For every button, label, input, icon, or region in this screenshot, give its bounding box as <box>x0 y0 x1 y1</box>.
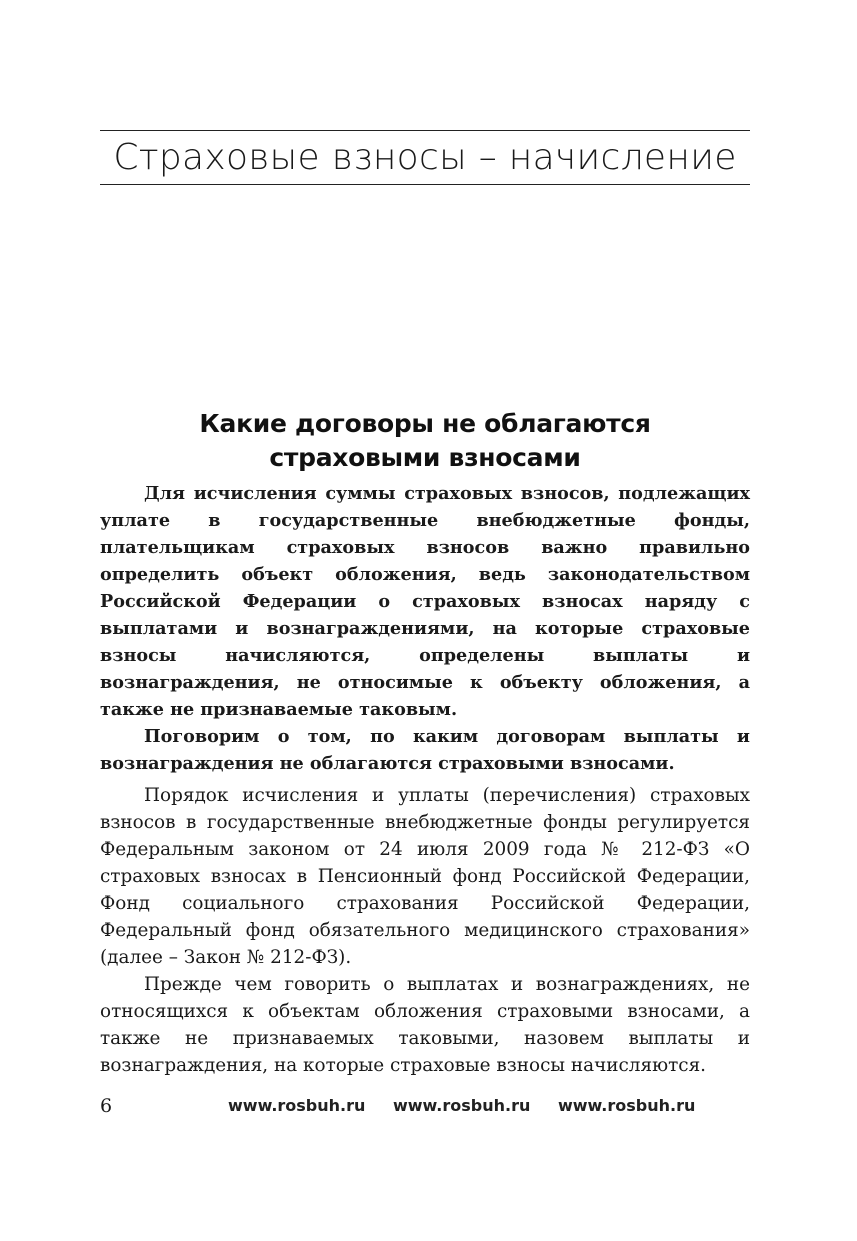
body-text <box>100 782 750 1079</box>
section-heading-line-2: страховыми взносами <box>269 443 581 472</box>
body-paragraph: Прежде чем говорить о выплатах и вознаграждениях, не относящихся к объектам обложения страховыми взносами, а также не признаваемых таковыми, назовем выплаты и вознаграждения, на которые страховые взносы начисляются. <box>100 974 750 1076</box>
footer-links <box>228 1095 695 1117</box>
section-heading-line-1: Какие договоры не облагаются <box>199 409 651 438</box>
body-paragraph: Порядок исчисления и уплаты (перечисления) страховых взносов в государственные внебюджетные фонды регулируется Федеральным законом от 24 июля 2009 года № 212-ФЗ «О страховых взносах в Пенсионный фонд Российской Федерации, Фонд социального страхования Российской Федерации, Федеральный фонд обязательного медицинского страхования» (далее – Закон № 212-ФЗ). <box>100 785 750 968</box>
chapter-bottom-rule <box>100 184 750 185</box>
chapter-title: Страховые взносы – начисление <box>113 137 737 178</box>
footer-link[interactable]: www.rosbuh.ru <box>228 1096 366 1115</box>
page-number: 6 <box>100 1095 113 1117</box>
intro-paragraph: Для исчисления суммы страховых взносов, подлежащих уплате в государственные внебюджетные фонды, плательщикам страховых взносов важно правильно определить объект обложения, ведь законодательством Российской Федерации о страховых взносах наряду с выплатами и вознаграждениями, на которые страховые взносы начисляются, определены выплаты и вознаграждения, не относимые к объекту обложения, а также не признаваемые таковым. <box>100 483 750 720</box>
chapter-top-rule <box>100 130 750 131</box>
intro-paragraph: Поговорим о том, по каким договорам выплаты и вознаграждения не облагаются страховыми взносами. <box>100 726 750 774</box>
footer-link[interactable]: www.rosbuh.ru <box>392 1096 531 1115</box>
intro-text <box>100 480 750 777</box>
section-heading <box>100 407 750 475</box>
footer-link[interactable]: www.rosbuh.ru <box>557 1096 696 1115</box>
